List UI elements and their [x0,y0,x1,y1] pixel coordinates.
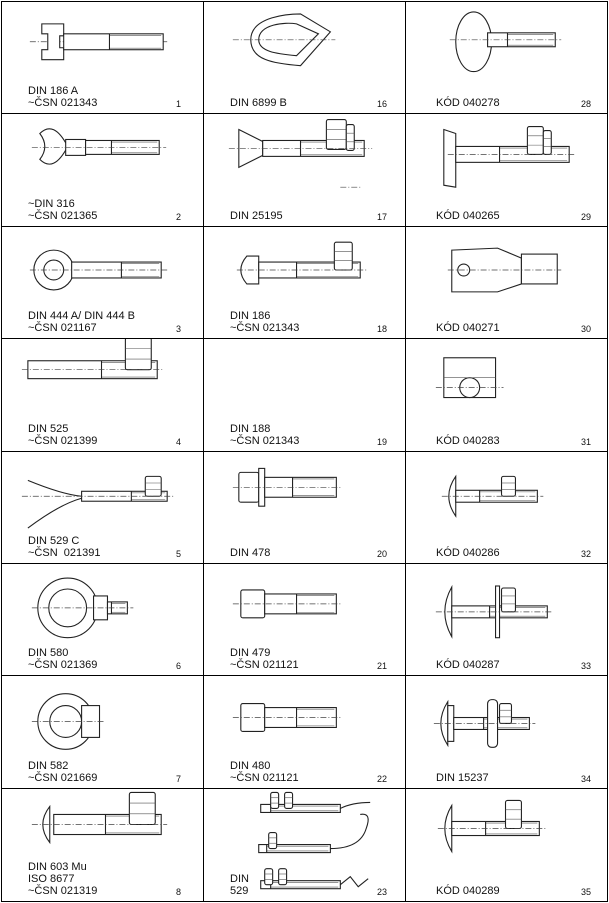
catalog-cell [406,339,607,451]
item-number: 20 [376,548,387,559]
item-number: 7 [175,773,181,784]
designation-line: KÓD 040287 [436,659,500,672]
item-number: 4 [175,436,181,447]
designation-line: KÓD 040271 [436,322,500,335]
catalog-cell [204,2,406,114]
designation-line: ~ČSN 021343 [230,322,300,335]
item-number: 2 [175,211,181,222]
designation-line: DIN [230,873,249,885]
part-designation [230,423,299,447]
item-number: 5 [175,548,181,559]
designation-line: DIN 478 [230,546,271,559]
item-number: 16 [376,99,387,110]
catalog-cell [2,227,204,339]
catalog-cell [2,452,204,564]
item-number: 19 [376,436,387,447]
item-number: 29 [580,211,591,222]
designation-line: DIN 188 [230,422,271,435]
part-designation [436,547,500,559]
item-number: 33 [580,661,591,672]
item-number: 3 [175,324,181,335]
designation-line: ~ČSN 021343 [230,434,300,447]
part-designation [28,535,100,559]
item-number: 31 [580,436,591,447]
fastener-catalog-grid [1,1,608,902]
catalog-cell [406,452,607,564]
designation-line: DIN 480 [230,759,271,772]
catalog-cell [2,114,204,226]
designation-line: ~ČSN 021369 [28,659,98,672]
part-designation [28,85,97,109]
part-designation [230,647,299,671]
designation-line: KÓD 040289 [436,885,500,897]
item-number: 1 [175,99,181,110]
part-designation [28,647,97,671]
item-number: 28 [580,99,591,110]
part-designation [230,547,270,559]
catalog-cell [204,339,406,451]
designation-line: DIN 186 [230,310,271,323]
catalog-cell [204,676,406,788]
designation-line: DIN 580 [28,647,69,660]
designation-line: ~ČSN 021343 [28,97,98,110]
designation-line: ~ČSN 021319 [28,885,98,897]
designation-line: KÓD 040283 [436,434,500,447]
item-number: 35 [580,887,591,897]
catalog-cell [2,564,204,676]
catalog-cell [406,676,607,788]
item-number: 32 [580,548,591,559]
catalog-cell [406,114,607,226]
item-number: 21 [376,661,387,672]
part-designation [436,885,500,897]
catalog-cell [204,564,406,676]
designation-line: ISO 8677 [28,873,75,885]
item-number: 18 [376,324,387,335]
designation-line: DIN 25195 [230,209,283,222]
item-number: 34 [580,773,591,784]
part-designation [230,97,287,109]
part-designation [28,423,97,447]
part-designation [436,210,500,222]
designation-line: ~ČSN 021391 [28,546,101,559]
designation-line: ~ČSN 021121 [230,771,299,784]
designation-line: KÓD 040278 [436,97,500,110]
designation-line: DIN 529 C [28,534,80,547]
designation-line: ~DIN 316 [28,197,75,210]
part-designation [230,873,249,897]
designation-line: ~ČSN 021669 [28,771,98,784]
part-designation [28,198,97,222]
part-designation [230,310,299,334]
designation-line: DIN 603 Mu [28,861,87,873]
designation-line: DIN 6899 B [230,97,287,110]
item-number: 17 [376,211,387,222]
part-designation [230,210,283,222]
item-number: 22 [376,773,387,784]
item-number: 8 [175,887,181,897]
designation-line: KÓD 040286 [436,546,500,559]
catalog-cell [204,789,406,901]
part-designation [436,97,500,109]
designation-line: 529 [230,885,249,897]
part-designation [436,435,500,447]
designation-line: KÓD 040265 [436,209,500,222]
catalog-cell [204,452,406,564]
catalog-cell [406,789,607,901]
designation-line: ~ČSN 021121 [230,659,299,672]
designation-line: ~ČSN 021399 [28,434,98,447]
part-designation [436,772,489,784]
designation-line: DIN 15237 [436,771,489,784]
part-designation [28,861,97,897]
catalog-cell [406,564,607,676]
part-designation [436,322,500,334]
part-designation [28,760,97,784]
catalog-cell [2,339,204,451]
designation-line: DIN 525 [28,422,69,435]
designation-line: DIN 444 A/ DIN 444 B [28,310,135,323]
catalog-cell [204,114,406,226]
part-designation [230,760,299,784]
designation-line: DIN 582 [28,759,69,772]
part-designation [436,659,500,671]
item-number: 6 [175,661,181,672]
designation-line: DIN 479 [230,647,271,660]
part-designation [28,310,135,334]
designation-line: ~ČSN 021365 [28,209,98,222]
catalog-cell [406,2,607,114]
designation-line: ~ČSN 021167 [28,322,97,335]
catalog-cell [2,676,204,788]
catalog-cell [2,789,204,901]
designation-line: DIN 186 A [28,85,79,98]
catalog-cell [204,227,406,339]
item-number: 23 [376,887,387,897]
item-number: 30 [580,324,591,335]
catalog-cell [406,227,607,339]
catalog-cell [2,2,204,114]
